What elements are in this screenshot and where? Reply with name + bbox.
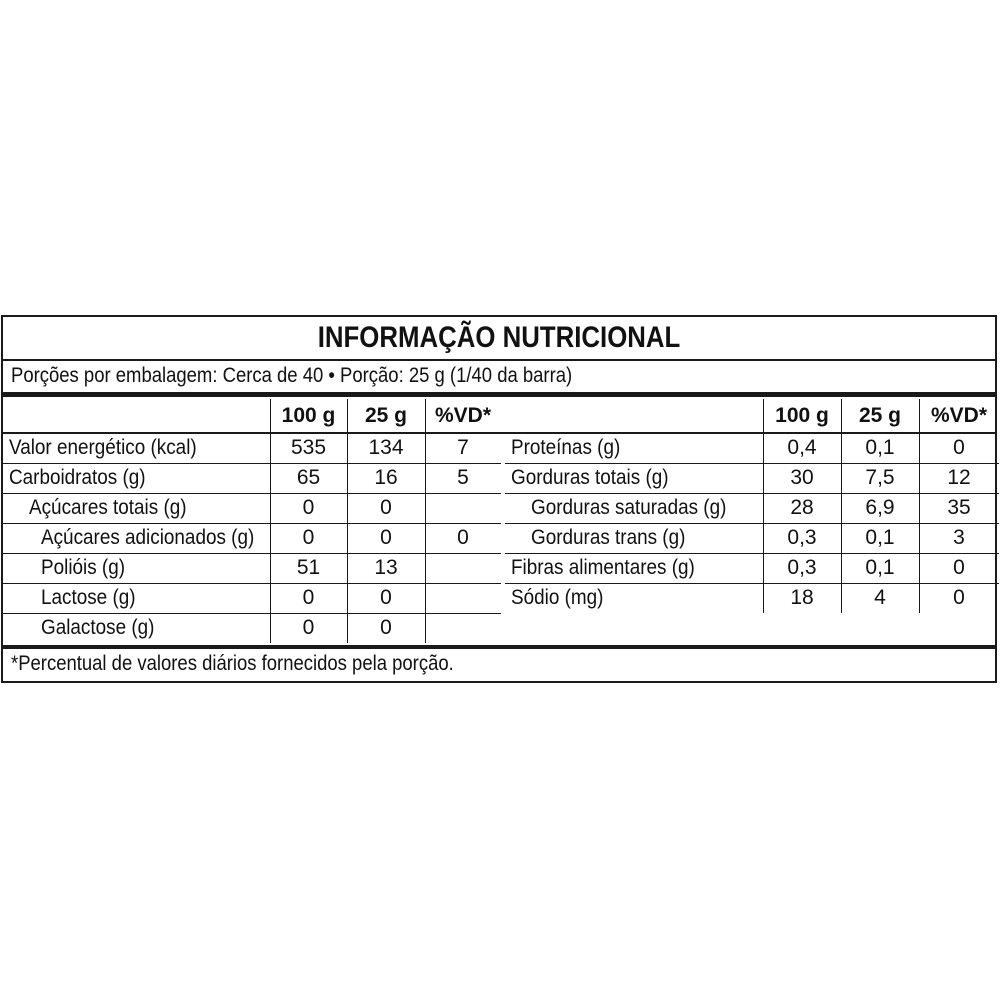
left-row-value-100g: 0 — [302, 616, 315, 639]
right-row-label: Gorduras saturadas (g) — [531, 496, 727, 519]
right-row-value-vd: 12 — [947, 466, 971, 489]
left-row-value-25g: 16 — [374, 466, 398, 489]
right-row-label: Sódio (mg) — [511, 586, 604, 609]
left-row-value-25g: 13 — [374, 556, 398, 579]
left-row-value-100g: 65 — [296, 466, 321, 489]
right-row-value-25g: 0,1 — [865, 436, 895, 459]
left-row-value-vd — [425, 493, 501, 523]
serving-info: Porções por embalagem: Cerca de 40 • Porção: 25 g (1/40 da barra) — [11, 364, 573, 387]
right-row-label: Gorduras trans (g) — [531, 526, 686, 549]
left-row-value-25g: 0 — [380, 526, 392, 549]
table-title: INFORMAÇÃO NUTRICIONAL — [317, 321, 681, 354]
left-row-label: Carboidratos (g) — [9, 466, 146, 489]
left-row-value-100g: 0 — [302, 526, 315, 549]
right-row-label: Proteínas (g) — [511, 436, 621, 459]
right-row-value-100g: 28 — [790, 496, 814, 519]
left-row-value-vd — [425, 553, 501, 583]
footnote: *Percentual de valores diários fornecidos pela porção. — [11, 652, 454, 675]
right-row-value-25g: 0,1 — [865, 526, 895, 549]
right-row-value-25g: 0,1 — [865, 556, 895, 579]
right-header-vd: %VD* — [930, 404, 988, 427]
left-row-value-vd: 7 — [457, 436, 469, 459]
right-row-value-vd: 0 — [953, 436, 965, 459]
right-row-value-vd: 3 — [953, 526, 965, 549]
left-row-label: Galactose (g) — [41, 616, 155, 639]
left-row-label: Açúcares adicionados (g) — [41, 526, 255, 549]
right-row-value-vd: 0 — [953, 556, 965, 579]
left-row-value-25g: 0 — [380, 586, 392, 609]
footer-divider — [3, 645, 995, 649]
left-row-value-vd — [425, 583, 501, 613]
title-divider — [3, 359, 995, 361]
left-row-value-vd: 0 — [457, 526, 469, 549]
left-row-label: Lactose (g) — [41, 586, 136, 609]
right-row-value-25g: 6,9 — [865, 496, 895, 519]
left-row-value-vd: 5 — [457, 466, 469, 489]
left-row-value-100g: 0 — [302, 496, 315, 519]
left-row-value-25g: 0 — [380, 496, 392, 519]
right-row-value-100g: 0,3 — [787, 526, 817, 549]
right-row-value-vd: 35 — [947, 496, 971, 519]
left-row-value-100g: 51 — [296, 556, 321, 579]
right-row-value-25g: 7,5 — [865, 466, 895, 489]
left-row-value-25g: 134 — [368, 436, 404, 459]
left-header-vd: %VD* — [434, 404, 492, 427]
left-row-value-100g: 0 — [302, 586, 315, 609]
right-row-value-vd: 0 — [953, 586, 965, 609]
left-row-label: Valor energético (kcal) — [9, 436, 197, 459]
right-row-label: Gorduras totais (g) — [511, 466, 669, 489]
right-row-value-100g: 30 — [790, 466, 814, 489]
left-row-label: Polióis (g) — [41, 556, 126, 579]
left-row-label: Açúcares totais (g) — [29, 496, 187, 519]
right-row-value-100g: 0,4 — [787, 436, 817, 459]
left-row-value-25g: 0 — [380, 616, 392, 639]
right-header-25g: 25 g — [858, 404, 902, 427]
left-header-100g: 100 g — [281, 404, 336, 427]
right-row-label: Fibras alimentares (g) — [511, 556, 695, 579]
left-row-value-vd — [425, 613, 501, 643]
left-header-25g: 25 g — [364, 404, 408, 427]
left-row-value-100g: 535 — [290, 436, 327, 459]
right-header-100g: 100 g — [775, 404, 829, 427]
nutrition-grid — [3, 397, 995, 645]
right-row-value-25g: 4 — [874, 586, 886, 609]
right-row-value-100g: 0,3 — [787, 556, 817, 579]
nutrition-facts-panel — [1, 315, 997, 683]
right-row-value-100g: 18 — [790, 586, 814, 609]
